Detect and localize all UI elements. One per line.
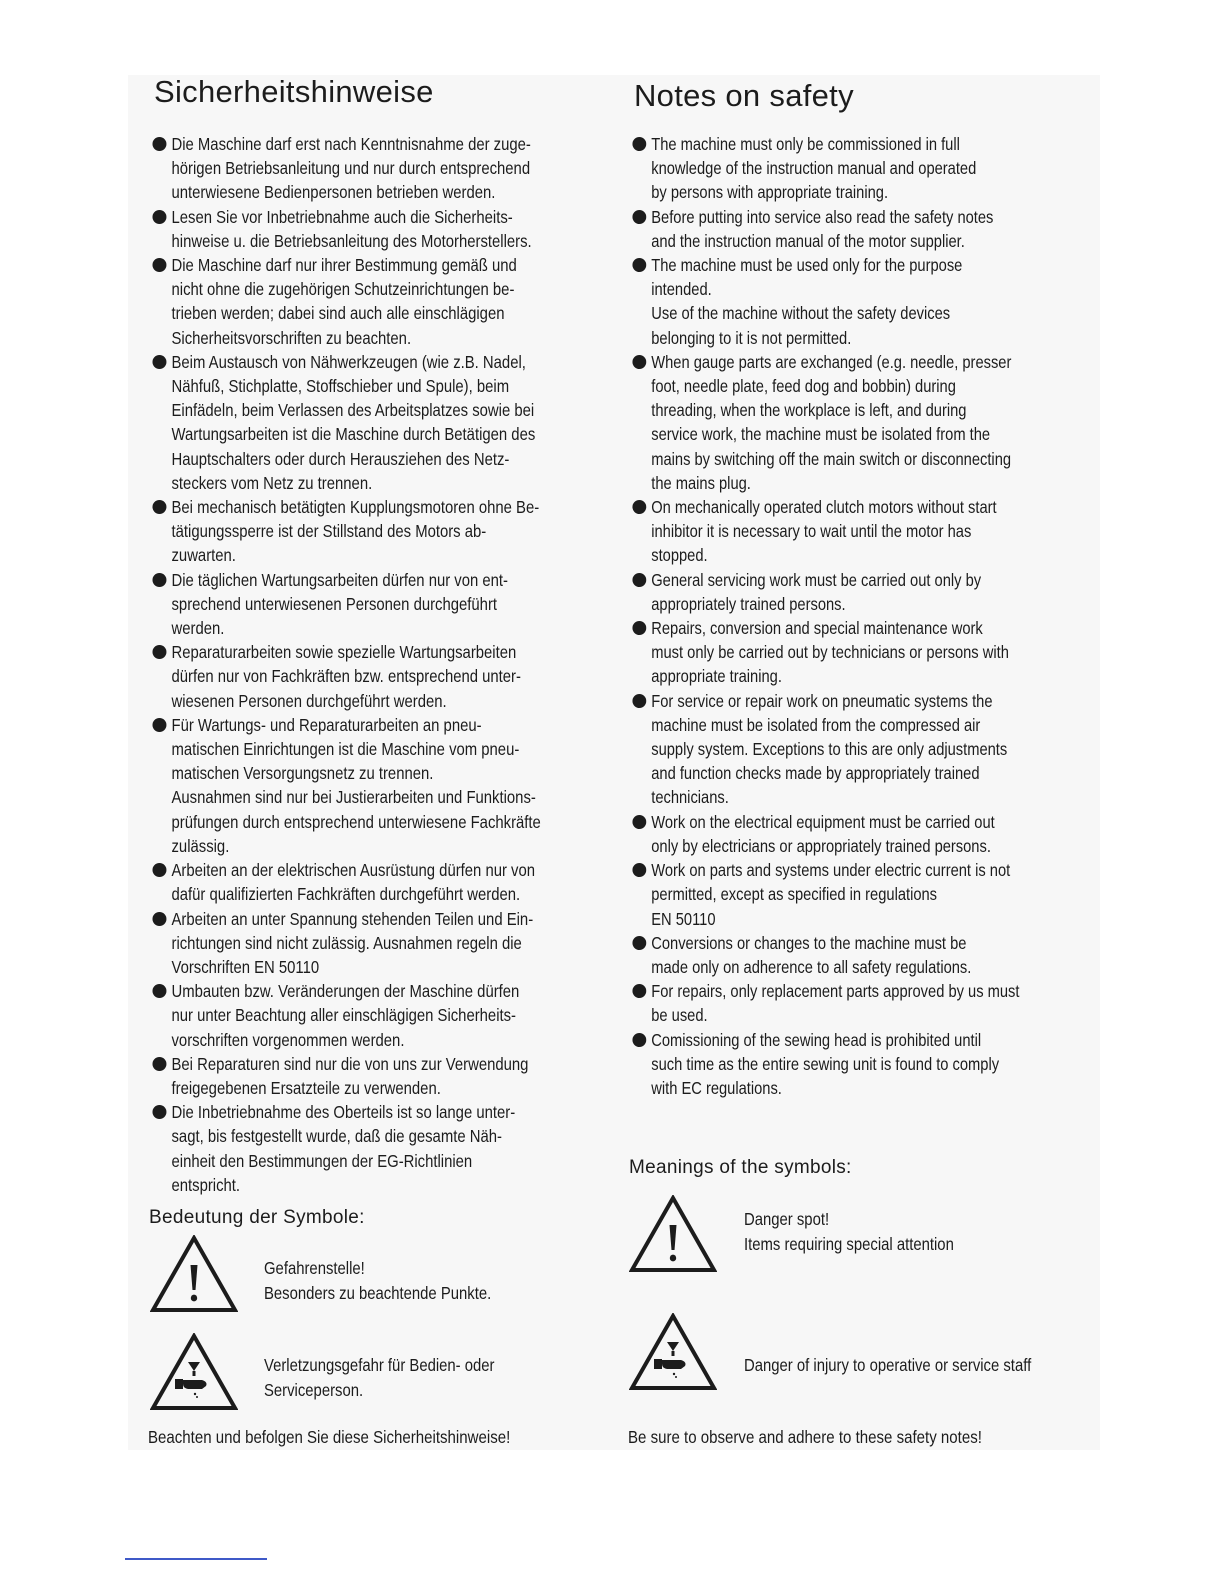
safety-note: Für Wartungs- und Reparaturarbeiten an pneu- matischen Einrichtungen ist die Maschine vom pneu- matischen Versorgungsnetz zu trennen. Ausnahmen sind nur bei Justierarbeiten und Funktions- prüfungen durch entsprechend unterwiesene Fachkräfte zulässig. <box>150 713 619 858</box>
safety-note: For repairs, only replacement parts approved by us must be used. <box>630 979 1093 1027</box>
german-final-note: Beachten und befolgen Sie diese Sicherheitshinweise! <box>148 1427 511 1447</box>
english-symbols-heading: Meanings of the symbols: <box>629 1157 852 1178</box>
safety-note: Umbauten bzw. Veränderungen der Maschine dürfen nur unter Beachtung aller einschlägigen Sicherheits- vorschriften vorgenommen werden. <box>150 979 619 1052</box>
safety-note: When gauge parts are exchanged (e.g. needle, presser foot, needle plate, feed dog and bobbin) during threading, when the workplace is left, and during service work, the machine must be isolated from the mains by switching off the main switch or disconnecting the mains plug. <box>630 350 1093 495</box>
german-injury-line-2: Serviceperson. <box>264 1379 364 1400</box>
safety-note: Work on the electrical equipment must be carried out only by electricians or appropriately trained persons. <box>630 810 1093 858</box>
safety-note: Arbeiten an der elektrischen Ausrüstung dürfen nur von dafür qualifizierten Fachkräften durchgeführt werden. <box>150 858 619 906</box>
safety-note: Repairs, conversion and special maintenance work must only be carried out by technicians or persons with appropriate training. <box>630 616 1093 689</box>
safety-note: Bei Reparaturen sind nur die von uns zur Verwendung freigegebenen Ersatzteile zu verwenden. <box>150 1052 619 1100</box>
safety-note: Die Inbetriebnahme des Oberteils ist so lange unter- sagt, bis festgestellt wurde, daß die gesamte Näh- einheit den Bestimmungen der EG-Richtlinien entspricht. <box>150 1100 619 1197</box>
german-symbols-heading: Bedeutung der Symbole: <box>149 1207 365 1228</box>
safety-note: On mechanically operated clutch motors without start inhibitor it is necessary to wait until the motor has stopped. <box>630 495 1093 568</box>
german-danger-line-1: Gefahrenstelle! <box>264 1258 365 1278</box>
english-danger-text <box>744 1207 1088 1256</box>
safety-note: Die Maschine darf nur ihrer Bestimmung gemäß und nicht ohne die zugehörigen Schutzeinrichtungen be- trieben werden; dabei sind auch alle einschlägigen Sicherheitsvorschriften zu beachten. <box>150 253 619 350</box>
german-safety-list <box>150 132 600 1197</box>
english-column <box>630 70 1080 1100</box>
safety-note: Die täglichen Wartungsarbeiten dürfen nur von ent- sprechend unterwiesenen Personen durchgeführt werden. <box>150 568 619 641</box>
safety-note: Arbeiten an unter Spannung stehenden Teilen und Ein- richtungen sind nicht zulässig. Ausnahmen regeln die Vorschriften EN 50110 <box>150 907 619 980</box>
footnote-rule <box>125 1558 267 1560</box>
german-danger-line-2: Besonders zu beachtende Punkte. <box>264 1282 492 1303</box>
english-danger-line-2: Items requiring special attention <box>744 1233 954 1254</box>
english-danger-line-1: Danger spot! <box>744 1209 830 1229</box>
german-injury-line-1: Verletzungsgefahr für Bedien- oder <box>264 1355 495 1375</box>
warning-triangle-icon <box>150 1235 238 1313</box>
safety-note: Conversions or changes to the machine must be made only on adherence to all safety regulations. <box>630 931 1093 979</box>
english-safety-list <box>630 132 1080 1100</box>
safety-note: The machine must only be commissioned in full knowledge of the instruction manual and operated by persons with appropriate training. <box>630 132 1093 205</box>
hand-injury-warning-icon <box>150 1333 238 1411</box>
english-final-note: Be sure to observe and adhere to these safety notes! <box>628 1427 982 1447</box>
english-injury-line-1: Danger of injury to operative or service staff <box>744 1355 1032 1375</box>
safety-note: Before putting into service also read the safety notes and the instruction manual of the motor supplier. <box>630 205 1093 253</box>
english-injury-text <box>744 1353 1088 1378</box>
safety-note: The machine must be used only for the purpose intended. Use of the machine without the safety devices belonging to it is not permitted. <box>630 253 1093 350</box>
hand-injury-warning-icon <box>629 1313 717 1391</box>
german-column <box>150 70 600 1197</box>
safety-note: Bei mechanisch betätigten Kupplungsmotoren ohne Be- tätigungssperre ist der Stillstand des Motors ab- zuwarten. <box>150 495 619 568</box>
german-injury-text <box>264 1353 608 1402</box>
warning-triangle-icon <box>629 1195 717 1273</box>
safety-note: For service or repair work on pneumatic systems the machine must be isolated from the compressed air supply system. Exceptions to this are only adjustments and function checks made by appropriately trained technicians. <box>630 689 1093 810</box>
german-danger-text <box>264 1256 608 1305</box>
safety-note: Lesen Sie vor Inbetriebnahme auch die Sicherheits- hinweise u. die Betriebsanleitung des Motorherstellers. <box>150 205 619 253</box>
safety-note: Comissioning of the sewing head is prohibited until such time as the entire sewing unit is found to comply with EC regulations. <box>630 1028 1093 1101</box>
safety-note: Work on parts and systems under electric current is not permitted, except as specified in regulations EN 50110 <box>630 858 1093 931</box>
safety-note: Reparaturarbeiten sowie spezielle Wartungsarbeiten dürfen nur von Fachkräften bzw. entsprechend unter- wiesenen Personen durchgeführt werden. <box>150 640 619 713</box>
safety-note: Beim Austausch von Nähwerkzeugen (wie z.B. Nadel, Nähfuß, Stichplatte, Stoffschieber und Spule), beim Einfädeln, beim Verlassen des Arbeitsplatzes sowie bei Wartungsarbeiten ist die Maschine durch Betätigen des Hauptschalters oder durch Herausziehen des Netz- steckers vom Netz zu trennen. <box>150 350 619 495</box>
english-title: Notes on safety <box>634 78 854 113</box>
german-title: Sicherheitshinweise <box>154 74 434 109</box>
safety-note: General servicing work must be carried out only by appropriately trained persons. <box>630 568 1093 616</box>
safety-note: Die Maschine darf erst nach Kenntnisnahme der zuge- hörigen Betriebsanleitung und nur durch entsprechend unterwiesene Bedienpersonen betrieben werden. <box>150 132 619 205</box>
